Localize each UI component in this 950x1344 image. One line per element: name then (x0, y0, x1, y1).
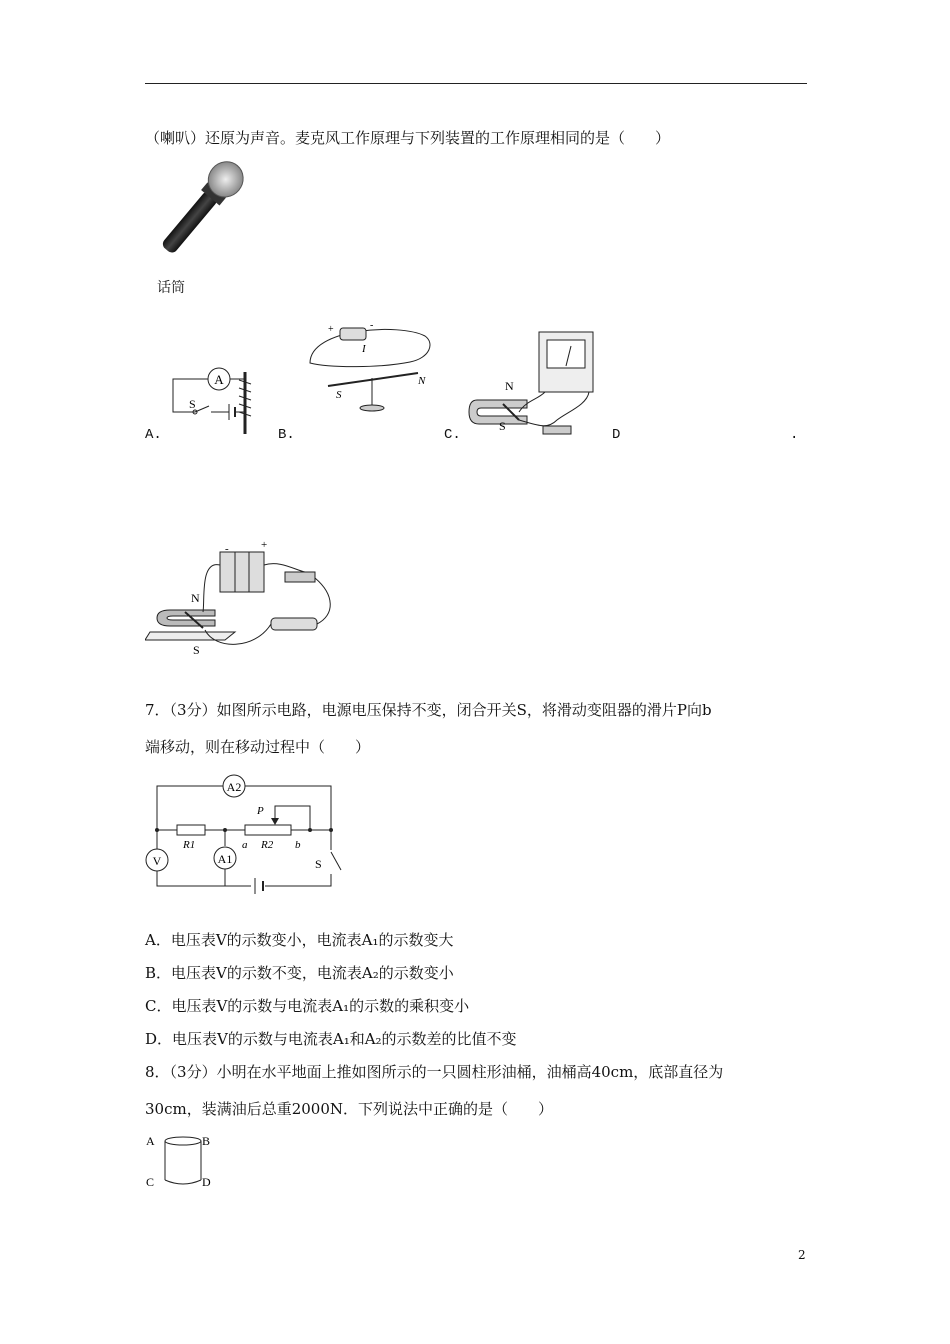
d-minus-sign: - (225, 543, 229, 555)
q7-option-a: A．电压表V的示数变小，电流表A₁的示数变大 (145, 931, 454, 949)
option-a-label: A. (145, 427, 162, 443)
q7-line2: 端移动，则在移动过程中（ ） (145, 738, 371, 756)
q7-option-d: D．电压表V的示数与电流表A₁和A₂的示数差的比值不变 (145, 1030, 517, 1048)
d-north-label: N (191, 591, 200, 605)
end-b-label: b (295, 839, 301, 851)
plus-sign: + (328, 324, 334, 335)
barrel-d-label: D (202, 1175, 211, 1189)
b-north-label: N (418, 375, 426, 387)
a1-label: A1 (217, 852, 233, 866)
barrel-a-label: A (146, 1134, 155, 1148)
b-south-label: S (336, 389, 342, 401)
header-rule (145, 83, 807, 84)
q7-line1: 7．（3分）如图所示电路，电源电压保持不变，闭合开关S，将滑动变阻器的滑片P向b (145, 701, 712, 719)
intro-line: （喇叭）还原为声音。麦克风工作原理与下列装置的工作原理相同的是（ ） (145, 129, 671, 147)
d-south-label: S (193, 643, 200, 657)
switch-label: S (189, 397, 196, 411)
q8-line2: 30cm，装满油后总重2000N．下列说法中正确的是（ ） (145, 1100, 554, 1118)
q8-line1: 8．（3分）小明在水平地面上推如图所示的一只圆柱形油桶，油桶高40cm，底部直径为 (145, 1063, 724, 1081)
barrel-c-label: C (146, 1175, 155, 1189)
figure-c-generator (467, 330, 607, 440)
r1-label: R1 (183, 839, 196, 851)
figure-d-motor (145, 540, 345, 660)
r2-label: R2 (261, 839, 274, 851)
page-number: 2 (798, 1248, 806, 1262)
mic-caption: 话筒 (157, 280, 185, 296)
c-south-label: S (499, 419, 506, 433)
figure-b-oersted (300, 318, 440, 413)
voltmeter-label: V (152, 854, 162, 868)
option-d-label: D (612, 427, 621, 443)
q7-option-c: C．电压表V的示数与电流表A₁的示数的乘积变小 (145, 997, 470, 1015)
p-label: P (257, 805, 264, 817)
a2-label: A2 (226, 780, 242, 794)
q7-circuit-figure (145, 770, 345, 900)
ammeter-label: A (214, 372, 224, 387)
end-a-label: a (242, 839, 248, 851)
barrel-b-label: B (202, 1134, 211, 1148)
minus-sign: - (370, 320, 374, 331)
option-c-label: C. (444, 427, 461, 443)
c-north-label: N (505, 379, 514, 393)
q7-switch-label: S (315, 857, 322, 871)
option-end-mark: . (790, 427, 799, 443)
current-label: I (362, 343, 366, 355)
figure-a-electromagnet (165, 362, 265, 442)
oil-barrel-figure (143, 1130, 223, 1190)
microphone-figure (140, 160, 250, 265)
d-plus-sign: + (261, 540, 268, 551)
q7-option-b: B．电压表V的示数不变，电流表A₂的示数变小 (145, 964, 454, 982)
option-b-label: B. (278, 427, 295, 443)
